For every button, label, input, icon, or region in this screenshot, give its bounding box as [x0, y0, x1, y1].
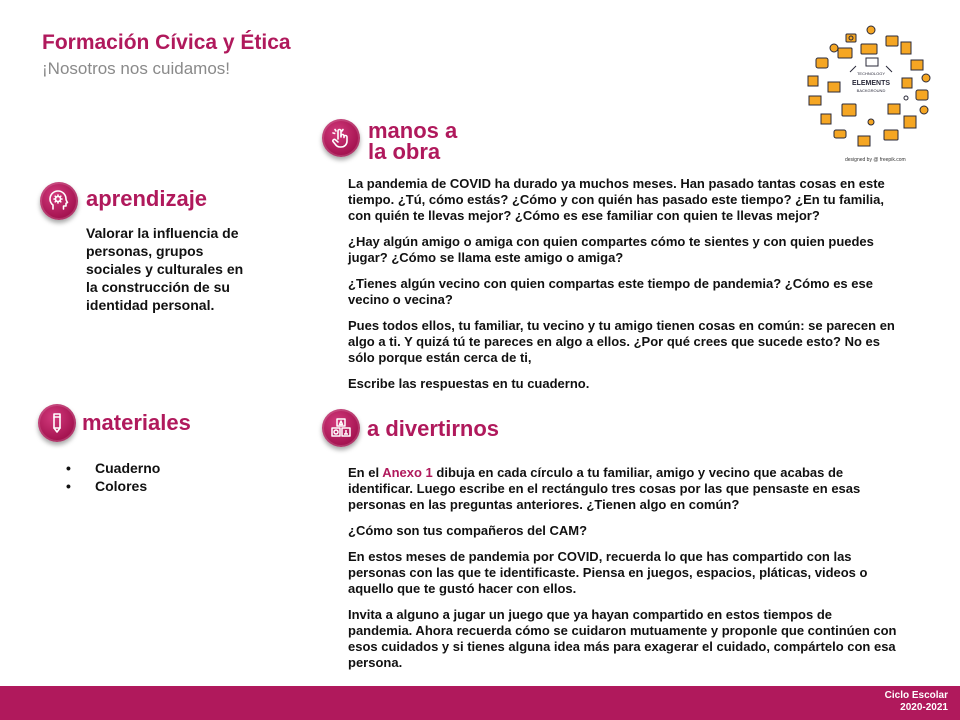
aprendizaje-heading: aprendizaje: [86, 186, 208, 211]
illustration-label-top: TECHNOLOGY: [856, 71, 886, 76]
school-year-line2: 2020-2021: [900, 702, 948, 713]
page-subtitle: ¡Nosotros nos cuidamos!: [42, 59, 231, 78]
illustration-label-bottom: BACKGROUND: [856, 88, 886, 93]
blocks-icon: [322, 409, 360, 447]
manos-paragraph: Escribe las respuestas en tu cuaderno.: [348, 376, 590, 391]
page-title: Formación Cívica y Ética: [42, 31, 291, 54]
paragraph-text: En el: [348, 465, 383, 480]
hand-pointer-icon: [322, 119, 360, 157]
list-item: • Cuaderno: [66, 459, 160, 477]
materials-list: [66, 459, 160, 495]
paragraph-text: dibuja en cada círculo a tu familiar, amigo y vecino que acabas de identificar. Luego escribe en el rectángulo tres cosas por las que pensaste en esas personas en las preguntas anteriores. ¿Tienen algo en común?: [348, 465, 861, 512]
manos-paragraph: La pandemia de COVID ha durado ya muchos meses. Han pasado tantas cosas en este tiempo. ¿Tú, cómo estás? ¿Cómo y con quién has pasado este tiempo? ¿En tu familia, con quién te llevas mejor? ¿Cómo es ese familiar con quien te llevas mejor?: [348, 176, 885, 223]
divertirnos-paragraph: Invita a alguno a jugar un juego que ya hayan compartido en estos tiempos de pandemia. Ahora recuerda cómo se cuidaron mutuamente y proponle que continúen con esos cuidados y si tienes alguna idea más para exagerar el cuidado, compártelo con esa persona.: [348, 607, 897, 670]
divertirnos-paragraph: En estos meses de pandemia por COVID, recuerda lo que has compartido con las personas con las que te identificaste. Piensa en juegos, espacios, pláticas, videos o aquello que te gustó hacer con ellos.: [348, 549, 868, 596]
anexo-link[interactable]: Anexo 1: [382, 465, 433, 480]
manos-paragraph: Pues todos ellos, tu familiar, tu vecino y tu amigo tienen cosas en común: se parecen en algo a ti. Y quizá tú te pareces en algo a ellos. ¿Por qué crees que sucede esto? No es sólo porque están cerca de ti,: [348, 318, 895, 365]
manos-paragraph: ¿Hay algún amigo o amiga con quien compartes cómo te sientes y con quien puedes jugar? ¿Cómo se llama este amigo o amiga?: [348, 234, 874, 265]
divertirnos-body: [348, 465, 898, 681]
manos-heading-line1: manos a: [368, 118, 458, 143]
manos-heading: [368, 120, 457, 162]
divertirnos-heading: a divertirnos: [367, 416, 500, 441]
manos-heading-line2: la obra: [368, 139, 441, 164]
aprendizaje-text: Valorar la influencia de personas, grupos sociales y culturales en la construcción de su identidad personal.: [86, 225, 244, 313]
list-item: • Colores: [66, 477, 160, 495]
divertirnos-paragraph: ¿Cómo son tus compañeros del CAM?: [348, 523, 588, 538]
technology-elements-illustration: [806, 18, 936, 158]
head-gear-icon: [40, 182, 78, 220]
manos-paragraph: ¿Tienes algún vecino con quien compartas este tiempo de pandemia? ¿Cómo es ese vecino o vecina?: [348, 276, 873, 307]
pencil-icon: [38, 404, 76, 442]
footer-bar: [0, 686, 960, 720]
materiales-heading: materiales: [82, 410, 191, 435]
illustration-label-main: ELEMENTS: [851, 80, 891, 87]
divertirnos-paragraph: [348, 465, 898, 513]
manos-body: [348, 176, 896, 402]
illustration-credit: designed by @ freepik.com: [845, 157, 906, 163]
school-year-line1: Ciclo Escolar: [884, 690, 948, 701]
school-year-label: [885, 690, 948, 714]
